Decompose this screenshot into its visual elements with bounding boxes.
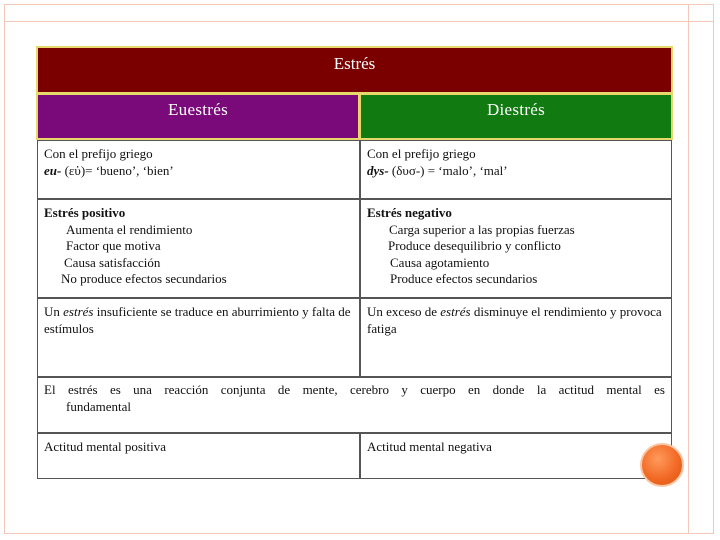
text-part: Un (44, 304, 64, 319)
list-item: Causa satisfacción (64, 254, 161, 270)
cell-positive-attitude: Actitud mental positiva (37, 433, 360, 479)
text-part: insuficiente se traduce en aburrimiento y falta de estímulos (44, 304, 351, 336)
definition-line: fundamental (66, 398, 131, 414)
prefix-eu: eu- (44, 162, 62, 178)
list-item: Aumenta el rendimiento (66, 221, 193, 237)
column-header-diestres: Diestrés (359, 93, 673, 140)
list-item: Causa agotamiento (390, 254, 490, 270)
list-item: Carga superior a las propias fuerzas (389, 221, 575, 237)
list-item: No produce efectos secundarios (61, 271, 227, 286)
emphasis-estres: estrés (63, 304, 94, 319)
frame-top-line (4, 21, 714, 22)
negative-stress-title: Estrés negativo (367, 205, 452, 220)
positive-stress-title: Estrés positivo (44, 205, 126, 220)
column-header-euestres: Euestrés (36, 93, 360, 140)
table-title: Estrés (36, 46, 673, 94)
decorative-circle (640, 443, 684, 487)
text-part: Un exceso de (367, 304, 441, 319)
etymology-intro: Con el prefijo griego (367, 146, 476, 161)
text-part: disminuye el rendimiento y provoca fatiga (367, 304, 662, 336)
cell-definition (37, 377, 672, 433)
list-item: Produce efectos secundarios (390, 271, 538, 286)
etymology-meaning: (εὐ)= ‘bueno’, ‘bien’ (61, 162, 174, 178)
definition-line: El estrés es una reacción conjunta de mente, cerebro y cuerpo en donde la actitud mental es (44, 382, 665, 397)
cell-positive-stress (37, 199, 360, 298)
cell-insufficient-stress (37, 298, 360, 377)
emphasis-estres: estrés (440, 304, 471, 319)
etymology-meaning: (δυσ-) = ‘malo’, ‘mal’ (388, 162, 508, 178)
list-item: Produce desequilibrio y conflicto (388, 238, 561, 253)
cell-etymology-eu (37, 140, 360, 199)
prefix-dys: dys- (367, 162, 389, 178)
cell-negative-attitude: Actitud mental negativa (360, 433, 672, 479)
cell-negative-stress (360, 199, 672, 298)
cell-etymology-dys (360, 140, 672, 199)
cell-excess-stress (360, 298, 672, 377)
frame-right-line (688, 4, 689, 534)
etymology-intro: Con el prefijo griego (44, 146, 153, 161)
list-item: Factor que motiva (66, 238, 161, 253)
